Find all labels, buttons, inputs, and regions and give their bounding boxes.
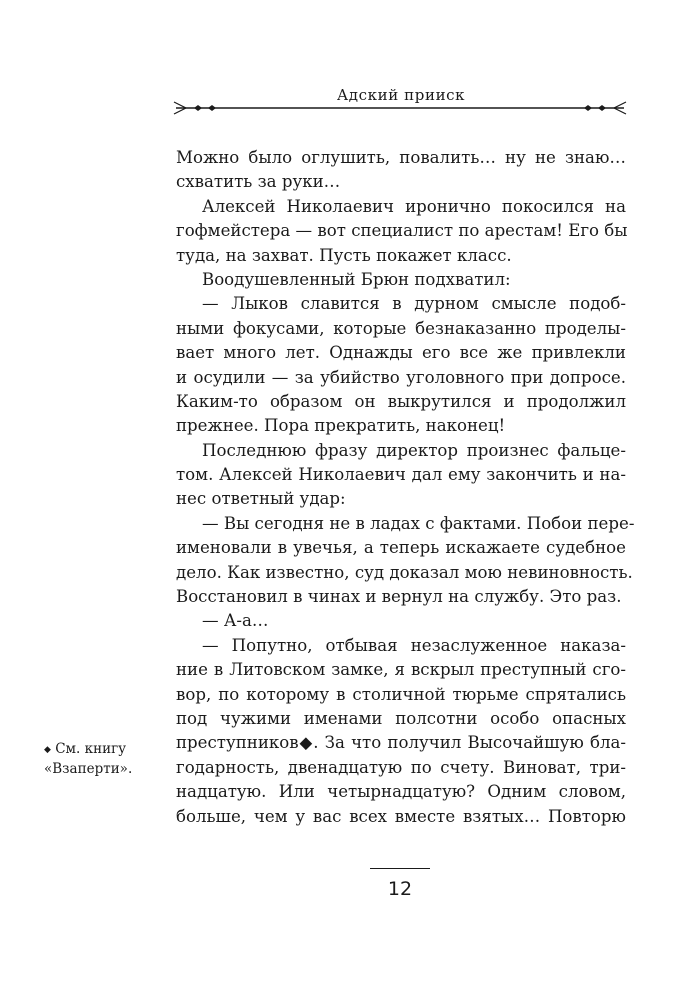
text-line	[176, 366, 626, 390]
text-line	[176, 170, 626, 194]
text-line	[176, 609, 626, 633]
text-line-content: Восстановил в чинах и вернул на службу. Это раз.	[176, 587, 622, 607]
text-line	[176, 512, 635, 536]
text-line-content: том. Алексей Николаевич дал ему закончить и на-	[176, 465, 626, 485]
text-line-content: Алексей Николаевич иронично покосился на	[202, 196, 626, 216]
text-line	[176, 756, 626, 780]
text-line-content: — Лыков славится в дурном смысле подоб-	[202, 294, 626, 314]
text-line	[176, 268, 626, 292]
text-line-content: прежнее. Пора прекратить, наконец!	[176, 416, 506, 436]
footnote-diamond-icon: ◆	[44, 745, 51, 755]
text-line	[176, 341, 626, 365]
text-line	[176, 487, 626, 511]
page-number: 12	[387, 878, 413, 900]
text-line-content: годарность, двенадцатую по счету. Виноват, три-	[176, 757, 626, 777]
text-line	[176, 292, 626, 316]
text-line-content: туда, на захват. Пусть покажет класс.	[176, 245, 512, 265]
text-line	[176, 219, 626, 243]
footnote-line-1: См. книгу	[55, 741, 127, 757]
text-line	[176, 439, 626, 463]
text-line	[176, 731, 626, 755]
text-line	[176, 585, 626, 609]
main-text-column	[176, 146, 635, 829]
text-line-content: вор, по которому в столичной тюрьме спрятались	[176, 684, 626, 704]
text-line-content: Воодушевленный Брюн подхватил:	[202, 269, 511, 289]
text-line-content: преступников◆. За что получил Высочайшую бла-	[176, 733, 626, 753]
text-line	[176, 658, 626, 682]
text-line	[176, 317, 626, 341]
text-line	[176, 536, 626, 560]
text-line-content: Последнюю фразу директор произнес фальце-	[202, 440, 626, 460]
text-line-content: гофмейстера — вот специалист по арестам! Его бы	[176, 221, 628, 241]
text-line-content: и осудили — за убийство уголовного при допросе.	[176, 367, 626, 387]
text-line-content: — Попутно, отбывая незаслуженное наказа-	[202, 635, 626, 655]
text-line-content: надцатую. Или четырнадцатую? Одним словом,	[176, 782, 626, 802]
text-line-content: нес ответный удар:	[176, 489, 346, 509]
text-line	[176, 414, 626, 438]
text-line	[176, 244, 626, 268]
text-line	[176, 146, 626, 170]
footer-rule	[370, 868, 430, 869]
footnote-line-2: «Взаперти».	[44, 761, 133, 777]
text-line-content: больше, чем у вас всех вместе взятых… Повторю	[176, 806, 626, 826]
footnote	[44, 740, 174, 779]
header-ornament-rule	[172, 100, 628, 116]
text-line	[176, 683, 626, 707]
text-line-content: дело. Как известно, суд доказал мою невиновность.	[176, 562, 633, 582]
text-line	[176, 561, 633, 585]
text-line	[176, 707, 626, 731]
text-line-content: вает много лет. Однажды его все же привлекли	[176, 343, 626, 363]
text-line-content: Каким-то образом он выкрутился и продолжил	[176, 391, 626, 411]
text-line-content: Можно было оглушить, повалить… ну не знаю…	[176, 148, 626, 167]
text-line	[176, 195, 626, 219]
text-line	[176, 390, 626, 414]
text-line-content: именовали в увечья, а теперь искажаете судебное	[176, 538, 626, 558]
text-line	[176, 780, 626, 804]
text-line-content: ными фокусами, которые безнаказанно проделы-	[176, 318, 626, 338]
text-line-content: — А-а…	[202, 611, 269, 631]
text-line-content: — Вы сегодня не в ладах с фактами. Побои пере-	[202, 513, 635, 533]
text-line	[176, 634, 626, 658]
running-header-title: Адский прииск	[336, 86, 466, 104]
text-line-content: под чужими именами полсотни особо опасных	[176, 708, 626, 728]
text-line-content: ние в Литовском замке, я вскрыл преступный сго-	[176, 660, 626, 680]
text-line-content: схватить за руки…	[176, 172, 341, 192]
text-line	[176, 805, 626, 829]
text-line	[176, 463, 626, 487]
